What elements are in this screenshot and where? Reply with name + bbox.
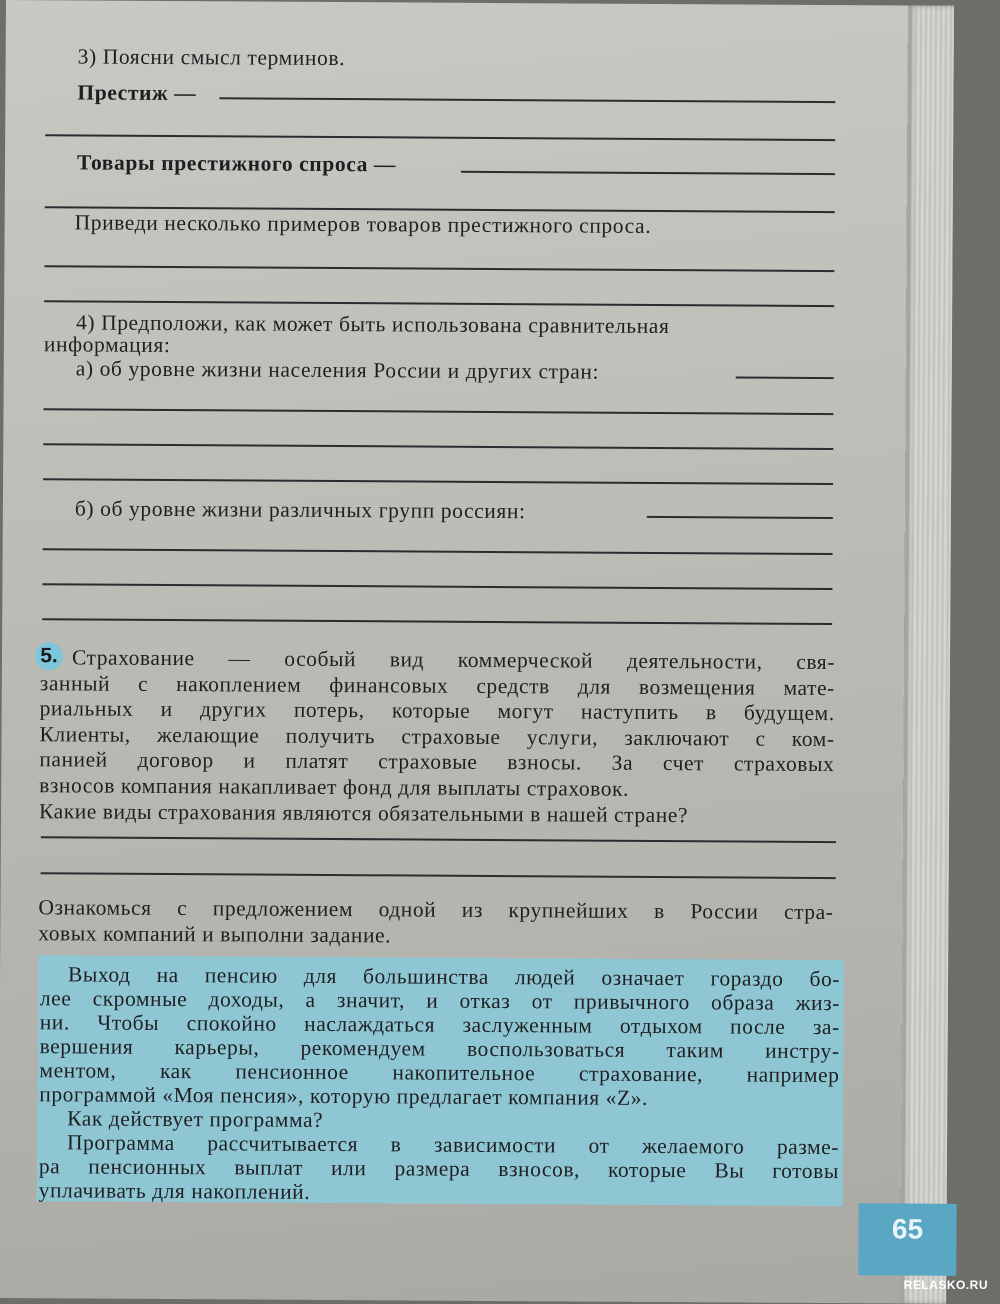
answer-line	[41, 836, 836, 842]
text-line: Клиенты, желающие получить страховые услуги, заключают с ком-	[39, 721, 835, 751]
answer-line	[647, 516, 833, 519]
term-prestige: Престиж —	[77, 80, 197, 106]
answer-line	[41, 872, 836, 878]
q5-intro	[38, 895, 833, 951]
answer-line	[43, 478, 833, 484]
answer-line	[736, 376, 834, 378]
text-line: Ознакомься с предложением одной из крупнейших в России стра-	[38, 895, 834, 925]
answer-line	[461, 171, 835, 175]
text-line: Страхование — особый вид коммерческой деятельности, свя-	[71, 645, 836, 675]
answer-line	[43, 548, 833, 554]
term-prestige-goods: Товары престижного спроса —	[76, 150, 397, 177]
q3-examples-prompt: Приведи несколько примеров товаров престижного спроса.	[74, 210, 652, 238]
q5-text	[39, 645, 835, 829]
q5-question: Какие виды страхования являются обязательными в нашей стране?	[38, 798, 689, 827]
q4-item-a: а) об уровне жизни населения России и других стран:	[75, 356, 600, 384]
answer-line	[42, 618, 832, 624]
text-line: Как действует программа?	[67, 1106, 324, 1132]
insurance-offer-text	[39, 962, 840, 1207]
answer-line	[43, 443, 833, 449]
text-line: ни. Чтобы спокойно наслаждаться заслуженным отдыхом после за-	[39, 1010, 840, 1040]
q3-heading: 3) Поясни смысл терминов.	[77, 44, 346, 71]
text-line: уплачивать для накоплений.	[38, 1178, 311, 1204]
answer-line	[43, 408, 833, 414]
answer-line	[42, 583, 832, 589]
page-number: 65	[858, 1203, 956, 1276]
text-line: лее скромные доходы, а значит, и отказ от привычного образа жиз-	[39, 986, 840, 1016]
q4-heading-cont: информация:	[43, 332, 171, 358]
q4-heading: 4) Предположи, как может быть использована сравнительная	[75, 310, 670, 339]
text-line: панией договор и платят страховые взносы. За счет страховых	[39, 747, 835, 777]
answer-line	[44, 300, 834, 306]
text-line: Выход на пенсию для большинства людей означает гораздо бо-	[67, 962, 841, 992]
text-line: взносов компания накапливает фонд для выплаты страховок.	[39, 773, 630, 801]
answer-line	[45, 134, 835, 140]
task-number-badge: 5.	[35, 642, 63, 670]
text-line: ра пенсионных выплат или размера взносов, которые Вы готовы	[38, 1154, 839, 1184]
watermark-text: RELASKO.RU	[903, 1278, 988, 1292]
text-line: программой «Моя пенсия», которую предлагает компания «Z».	[39, 1082, 648, 1110]
text-line: Программа рассчитывается в зависимости от желаемого разме-	[66, 1130, 840, 1160]
page-edges	[900, 6, 954, 1304]
text-line: риальных и других потерь, которые могут наступить в будущем.	[39, 696, 835, 726]
text-line: вершения карьеры, рекомендуем воспользоваться таким инстру-	[39, 1034, 840, 1064]
text-line: занный с накоплением финансовых средств для возмещения мате-	[39, 670, 835, 700]
q4-item-b: б) об уровне жизни различных групп россиян:	[74, 496, 526, 524]
answer-line	[44, 265, 834, 271]
text-line: ментом, как пенсионное накопительное страхование, например	[39, 1058, 840, 1088]
answer-line	[219, 97, 835, 102]
text-line: ховых компаний и выполни задание.	[38, 920, 392, 947]
